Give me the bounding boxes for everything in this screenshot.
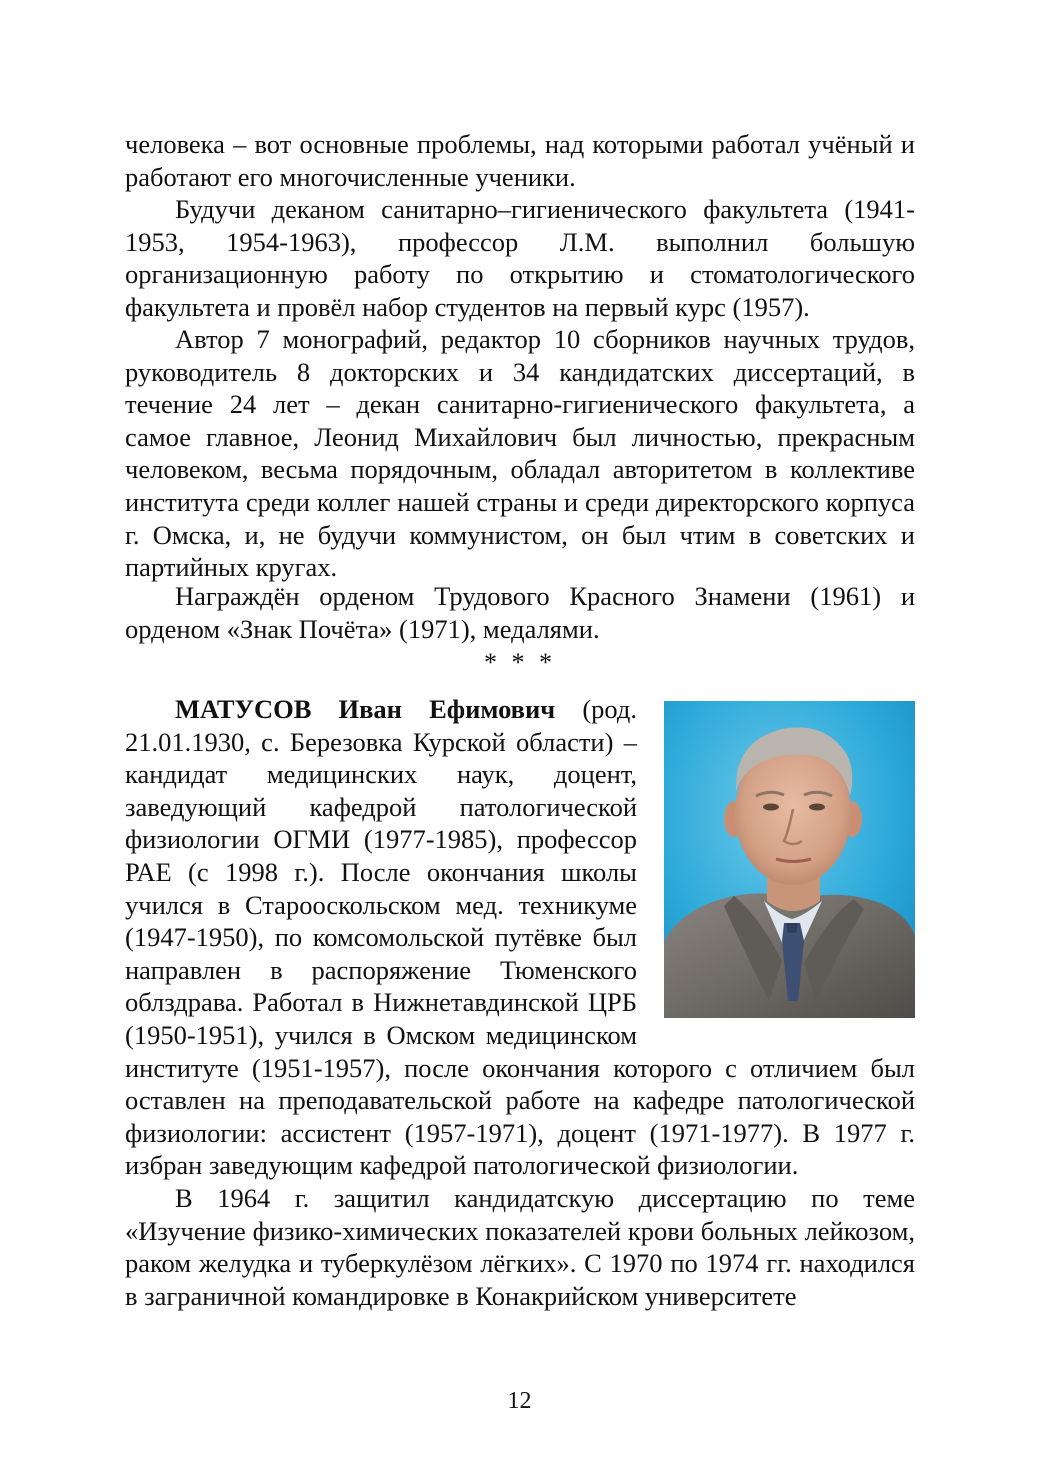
paragraph-intro: человека – вот основные проблемы, над которыми работал учёный и работают его многочисленные ученики. (125, 129, 915, 192)
portrait-image (664, 701, 915, 1018)
biography-section (125, 693, 915, 1312)
biography-dissertation-paragraph: В 1964 г. защитил кандидатскую диссертацию по теме «Изучение физико-химических показателей крови больных лейкозом, раком желудка и туберкулёзом лёгких». С 1970 по 1974 гг. находился в заграничной командировке в Конакрийском университете (125, 1182, 915, 1311)
paragraph-dean: Будучи деканом санитарно–гигиенического факультета (1941-1953, 1954-1963), профессор Л.М. выполнил большую организационную работу по открытию и стоматологического факультета и провёл набор студентов на первый курс (1957). (125, 194, 915, 322)
paragraph-awards: Награждён орденом Трудового Красного Знамени (1961) и орденом «Знак Почёта» (1971), медалями. (125, 581, 915, 644)
biography-text: (род. 21.01.1930, с. Березовка Курской области) – кандидат медицинских наук, доцент, заведующий кафедрой патологической физиологии ОГМИ (1977-1985), профессор РАЕ (с 1998 г.). После окончания школы учился в Старооскольском мед. техникуме (1947-1950), по комсомольской путёвке был направлен в распоряжение Тюменского облздрава. Работал в Нижнетавдинской ЦРБ (1950-1951), учился в Омском медицинском институте (1951-1957), после окончания которого с отличием был оставлен на преподавательской работе на кафедре патологической физиологии: ассистент (1957-1971), доцент (1971-1977). В 1977 г. избран заведующим кафедрой патологической физиологии. (125, 694, 915, 1181)
page-number: 12 (507, 1388, 532, 1414)
section-separator: * * * (484, 648, 556, 677)
portrait-photo (664, 701, 915, 1018)
paragraph-author: Автор 7 монографий, редактор 10 сборников научных трудов, руководитель 8 докторских и 34 кандидатских диссертаций, в течение 24 лет – декан санитарно-гигиенического факультета, а самое главное, Леонид Михайлович был личностью, прекрасным человеком, весьма порядочным, обладал авторитетом в коллективе института среди коллег нашей страны и среди директорского корпуса г. Омска, и, не будучи коммунистом, он был чтим в советских и партийных кругах. (125, 324, 915, 583)
person-name: МАТУСОВ Иван Ефимович (175, 694, 556, 724)
